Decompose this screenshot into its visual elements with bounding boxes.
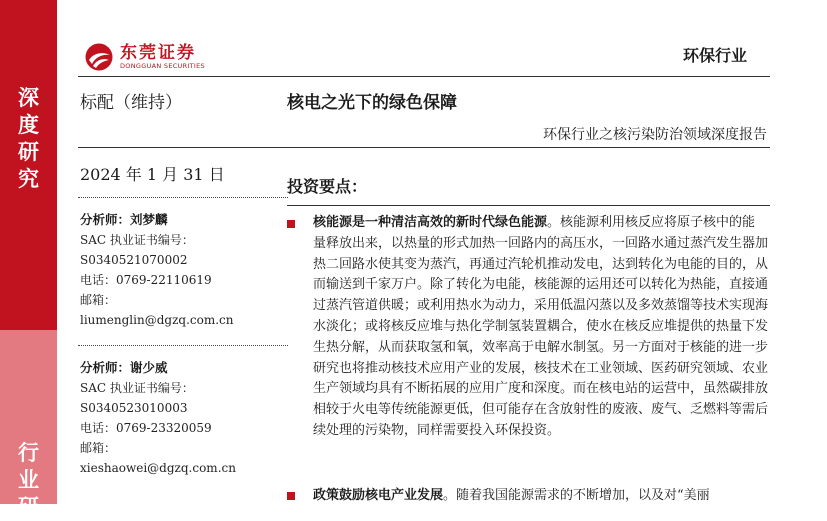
key-point-paragraph (313, 213, 768, 442)
bullet-square-icon (287, 492, 295, 500)
analyst-cert-number: S0340521070002 (80, 253, 188, 267)
dotted-divider (78, 345, 288, 346)
dotted-divider (78, 197, 288, 198)
logo-chinese-name: 东莞证券 (120, 42, 196, 63)
company-logo-icon (84, 42, 114, 72)
logo-words (120, 44, 205, 71)
analyst-name: 分析师：谢少威 (80, 360, 168, 375)
title-divider (78, 147, 770, 148)
analyst-block (80, 210, 233, 330)
analyst-phone: 电话：0769-23320059 (80, 421, 212, 435)
industry-label: 环保行业 (682, 46, 747, 65)
report-subtitle: 环保行业之核污染防治领域深度报告 (543, 127, 767, 143)
company-logo (84, 40, 205, 74)
analyst-block (80, 358, 236, 478)
analyst-email-label: 邮箱： (80, 293, 117, 307)
rating-label: 标配（维持） (80, 93, 182, 113)
sidebar-bottom-label: 行业研 (18, 441, 39, 519)
analyst-name: 分析师：刘梦麟 (80, 212, 168, 227)
report-title: 核电之光下的绿色保障 (287, 93, 457, 113)
sidebar-band (0, 0, 57, 519)
analyst-email-label: 邮箱： (80, 441, 117, 455)
analyst-phone: 电话：0769-22110619 (80, 273, 212, 287)
key-point-lead: 核能源是一种清洁高效的新时代绿色能源 (313, 215, 548, 230)
key-points-divider (287, 205, 770, 206)
bullet-square-icon (287, 220, 295, 228)
key-points-heading: 投资要点： (287, 177, 368, 196)
logo-english-name: DONGGUAN SECURITIES (120, 61, 205, 70)
analyst-cert-number: S0340523010003 (80, 401, 188, 415)
analyst-cert-label: SAC 执业证书编号： (80, 381, 194, 395)
analyst-email[interactable]: xieshaowei@dgzq.com.cn (80, 461, 236, 475)
key-point-lead: 政策鼓励核电产业发展 (313, 488, 444, 503)
sidebar-top-label: 深度研究 (18, 86, 39, 191)
report-date: 2024 年 1 月 31 日 (80, 165, 225, 184)
analyst-cert-label: SAC 执业证书编号： (80, 233, 194, 247)
header-divider (78, 76, 770, 77)
key-point-body: 。核能源利用核反应将原子核中的能量释放出来，以热量的形式加热一回路内的高压水，一回路水通过蒸汽发生器加热二回路水使其变为蒸汽，再通过汽轮机推动发电，达到转化为电能的目的，从而输送到千家万户。除了转化为电能，核能源的运用还可以转化为热能，直接通过蒸汽管道供暖；或利用热水为动力，采用低温闪蒸以及多效蒸馏等技术实现海水淡化；或将核反应堆与热化学制氢装置耦合，使水在核反应堆提供的热量下发生热分解，从而获取氢和氧，效率高于电解水制氢。另一方面对于核能的进一步研究也将推动核技术应用产业的发展，核技术在工业领域、医药研究领域、农业生产领域均具有不断拓展的应用广度和深度。而在核电站的运营中，虽然碳排放相较于火电等传统能源更低，但可能存在含放射性的废液、废气、乏燃料等需后续处理的污染物，同样需要投入环保投资。 (313, 215, 769, 438)
key-point-body: 。随着我国能源需求的不断增加，以及对“美丽 (443, 488, 710, 503)
analyst-email[interactable]: liumenglin@dgzq.com.cn (80, 313, 234, 327)
